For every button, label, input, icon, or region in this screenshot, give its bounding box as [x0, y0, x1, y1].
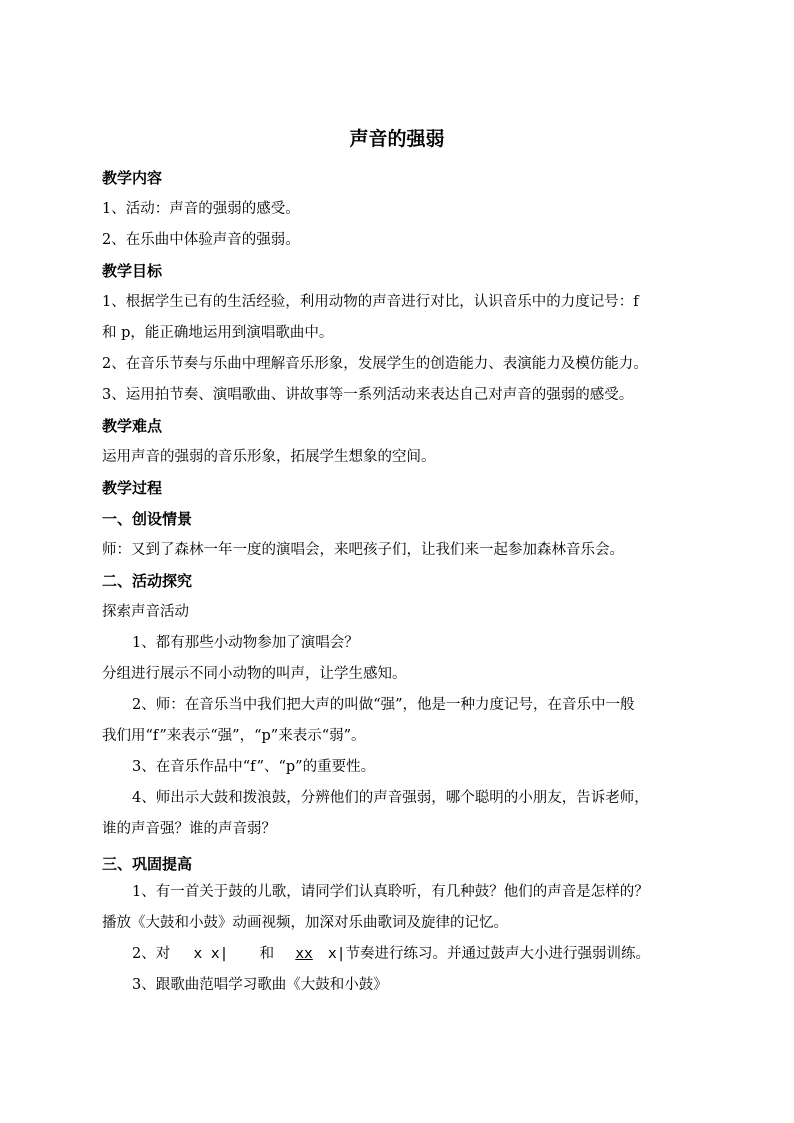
section-1-title: 一、创设情景	[102, 510, 193, 528]
rhythm-and: 和	[259, 946, 275, 962]
heading-difficulty: 教学难点	[102, 417, 163, 435]
rhythm-prefix: 2、对	[132, 946, 171, 962]
page-title: 声音的强弱	[349, 128, 445, 150]
section-1-text: 师：又到了森林一年一度的演唱会，来吧孩子们，让我们来一起参加森林音乐会。	[102, 542, 624, 558]
rhythm-pattern-2-end: x|	[328, 946, 346, 962]
goal-2: 2、在音乐节奏与乐曲中理解音乐形象，发展学生的创造能力、表演能力及模仿能力。	[102, 356, 648, 372]
goal-1-line-2: 和 p，能正确地运用到演唱歌曲中。	[102, 325, 334, 341]
heading-process: 教学过程	[102, 479, 163, 497]
section-2-item-2-line-2: 我们用“f”来表示“强”，“p”来表示“弱”。	[102, 728, 366, 744]
heading-content: 教学内容	[102, 169, 163, 187]
difficulty-text: 运用声音的强弱的音乐形象，拓展学生想象的空间。	[102, 449, 436, 465]
section-2-item-4-line-2: 谁的声音强？谁的声音弱？	[102, 821, 276, 837]
section-3-item-1-line-2: 播放《大鼓和小鼓》动画视频，加深对乐曲歌词及旋律的记忆。	[102, 915, 508, 931]
goal-1-line-1: 1、根据学生已有的生活经验，利用动物的声音进行对比，认识音乐中的力度记号：f	[102, 294, 639, 310]
rhythm-suffix: 节奏进行练习。并通过鼓声大小进行强弱训练。	[345, 946, 650, 962]
section-2-item-3: 3、在音乐作品中“f”、“p”的重要性。	[132, 759, 376, 775]
rhythm-pattern-1: x x|	[193, 946, 229, 962]
section-3-item-2	[132, 943, 732, 965]
section-2-subtitle: 探索声音活动	[102, 604, 189, 620]
goal-3: 3、运用拍节奏、演唱歌曲、讲故事等一系列活动来表达自己对声音的强弱的感受。	[102, 387, 634, 403]
heading-goals: 教学目标	[102, 262, 163, 280]
section-2-item-2-line-1: 2、师：在音乐当中我们把大声的叫做“强”，他是一种力度记号，在音乐中一般	[132, 697, 635, 713]
section-2-item-1-text: 分组进行展示不同小动物的叫声，让学生感知。	[102, 666, 407, 682]
rhythm-pattern-2: xx	[295, 946, 313, 962]
section-2-item-4-line-1: 4、师出示大鼓和拨浪鼓，分辨他们的声音强弱，哪个聪明的小朋友，告诉老师，	[132, 790, 649, 806]
section-2-title: 二、活动探究	[102, 572, 193, 590]
section-3-item-3: 3、跟歌曲范唱学习歌曲《大鼓和小鼓》	[132, 977, 388, 993]
content-item-1: 1、活动：声音的强弱的感受。	[102, 201, 300, 217]
section-2-item-1: 1、都有那些小动物参加了演唱会？	[132, 635, 359, 651]
content-item-2: 2、在乐曲中体验声音的强弱。	[102, 232, 300, 248]
section-3-item-1-line-1: 1、有一首关于鼓的儿歌，请同学们认真聆听，有几种鼓？他们的声音是怎样的？	[132, 884, 649, 900]
section-3-title: 三、巩固提高	[102, 855, 193, 873]
